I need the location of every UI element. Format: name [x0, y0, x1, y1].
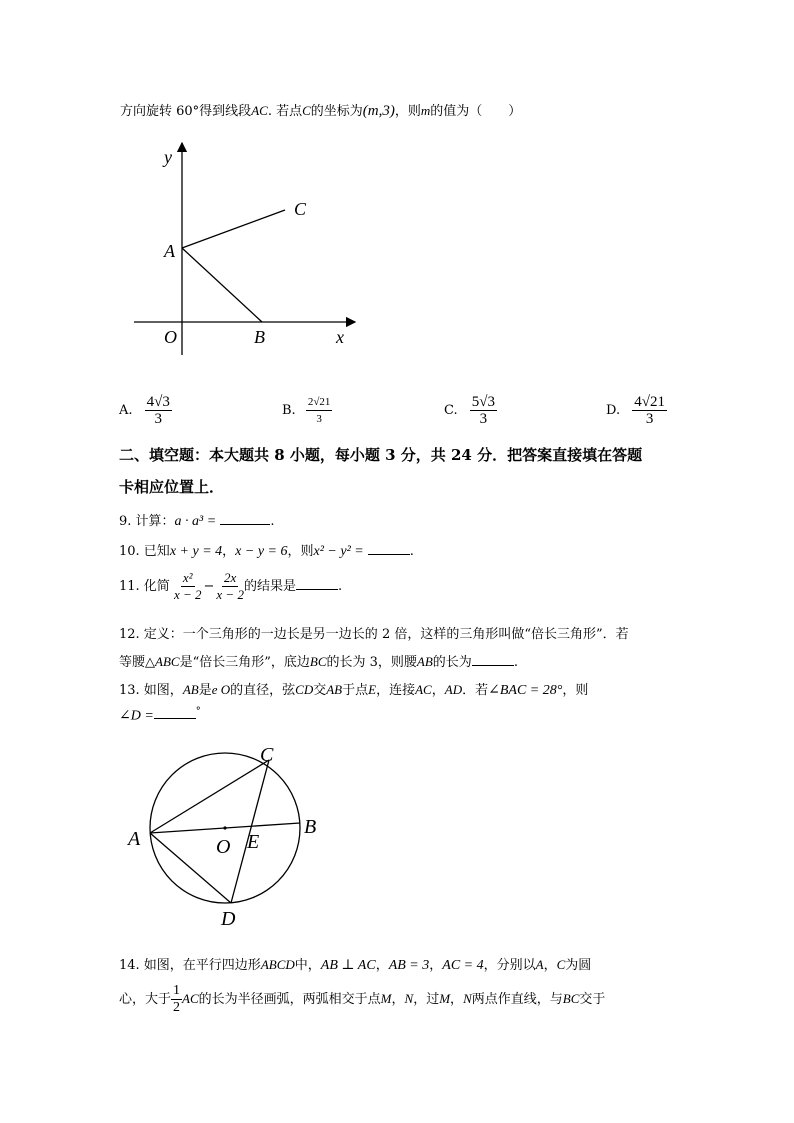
- center-dot: [223, 826, 226, 829]
- q8-text: . 若点: [267, 104, 303, 119]
- q8-tail-line: [120, 100, 521, 120]
- question-9: 9. 计算：a · a³ = .: [119, 514, 275, 529]
- q8-text: 的值为（ ）: [430, 104, 522, 119]
- label-a: A: [164, 241, 175, 261]
- label-b: B: [304, 816, 317, 838]
- q8-text: 的坐标为: [310, 104, 363, 119]
- chord-ac: [150, 760, 269, 833]
- label-b: B: [254, 327, 265, 347]
- label-o: O: [216, 836, 231, 858]
- section-heading: 二、填空题：本大题共 8 小题，每小题 3 分，共 24 分．把答案直接填在答题: [119, 446, 643, 464]
- choice-a: A. $\frac{4√3}{3}$: [119, 394, 170, 427]
- label-y: y: [164, 147, 172, 167]
- answer-blank[interactable]: [220, 523, 270, 525]
- question-12-line2: 等腰△ABC是“倍长三角形”，底边BC的长为 3，则腰AB的长为 .: [119, 654, 518, 670]
- label-c: C: [260, 744, 274, 766]
- section-heading-cont: 卡相应位置上．: [119, 478, 225, 496]
- label-a: A: [128, 828, 141, 850]
- label-d: D: [221, 908, 236, 930]
- label-x: x: [336, 327, 344, 347]
- q8-point: C: [302, 103, 311, 118]
- segment-ab: [182, 248, 262, 322]
- question-14-line2: 心，大于 $\frac{1}{2}$ AC的长为半径画弧，两弧相交于点M，N，过M，N两点作直线，与BC交于: [119, 983, 606, 1015]
- question-14-line1: 14. 如图，在平行四边形ABCD中，AB ⊥ AC，AB = 3，AC = 4，分别以A，C为圆: [119, 957, 592, 973]
- label-e: E: [247, 831, 260, 853]
- answer-blank[interactable]: [154, 717, 196, 719]
- question-12-line1: 12. 定义：一个三角形的一边长是另一边长的 2 倍，这样的三角形叫做“倍长三角形”．若: [119, 627, 629, 642]
- q8-text: ，则: [394, 104, 421, 119]
- figure-coordinate-plane: [120, 135, 380, 365]
- q8-text: 方向旋转 60°得到线段: [120, 104, 252, 119]
- figure-circle: [120, 740, 340, 940]
- choice-d: D. $\frac{4√21}{3}$: [606, 394, 665, 427]
- q8-coordinate: (m,3): [362, 103, 395, 119]
- question-11: 11. 化简 $\frac{\text{x²}}{x - 2}$ − $\frac{2x}{x - 2}$ 的结果是 .: [119, 570, 343, 602]
- question-13-line2: ∠D = °: [119, 706, 201, 724]
- question-13-line1: 13. 如图，AB是e O的直径，弦CD交AB于点E，连接AC，AD．若∠BAC = 28°，则: [119, 682, 589, 698]
- choice-c: C. $\frac{5√3}{3}$: [444, 394, 495, 427]
- choice-b: B. $\frac{2√21}{3}$: [282, 396, 331, 425]
- answer-blank[interactable]: [472, 664, 514, 666]
- q8-variable: m: [420, 103, 431, 118]
- q8-segment: AC: [251, 103, 268, 118]
- answer-blank[interactable]: [296, 588, 338, 590]
- segment-ac: [182, 210, 285, 248]
- answer-blank[interactable]: [368, 553, 410, 555]
- question-10: 10. 已知x + y = 4，x − y = 6，则x² − y² = .: [119, 544, 414, 559]
- label-o: O: [164, 327, 177, 347]
- label-c: C: [294, 199, 307, 219]
